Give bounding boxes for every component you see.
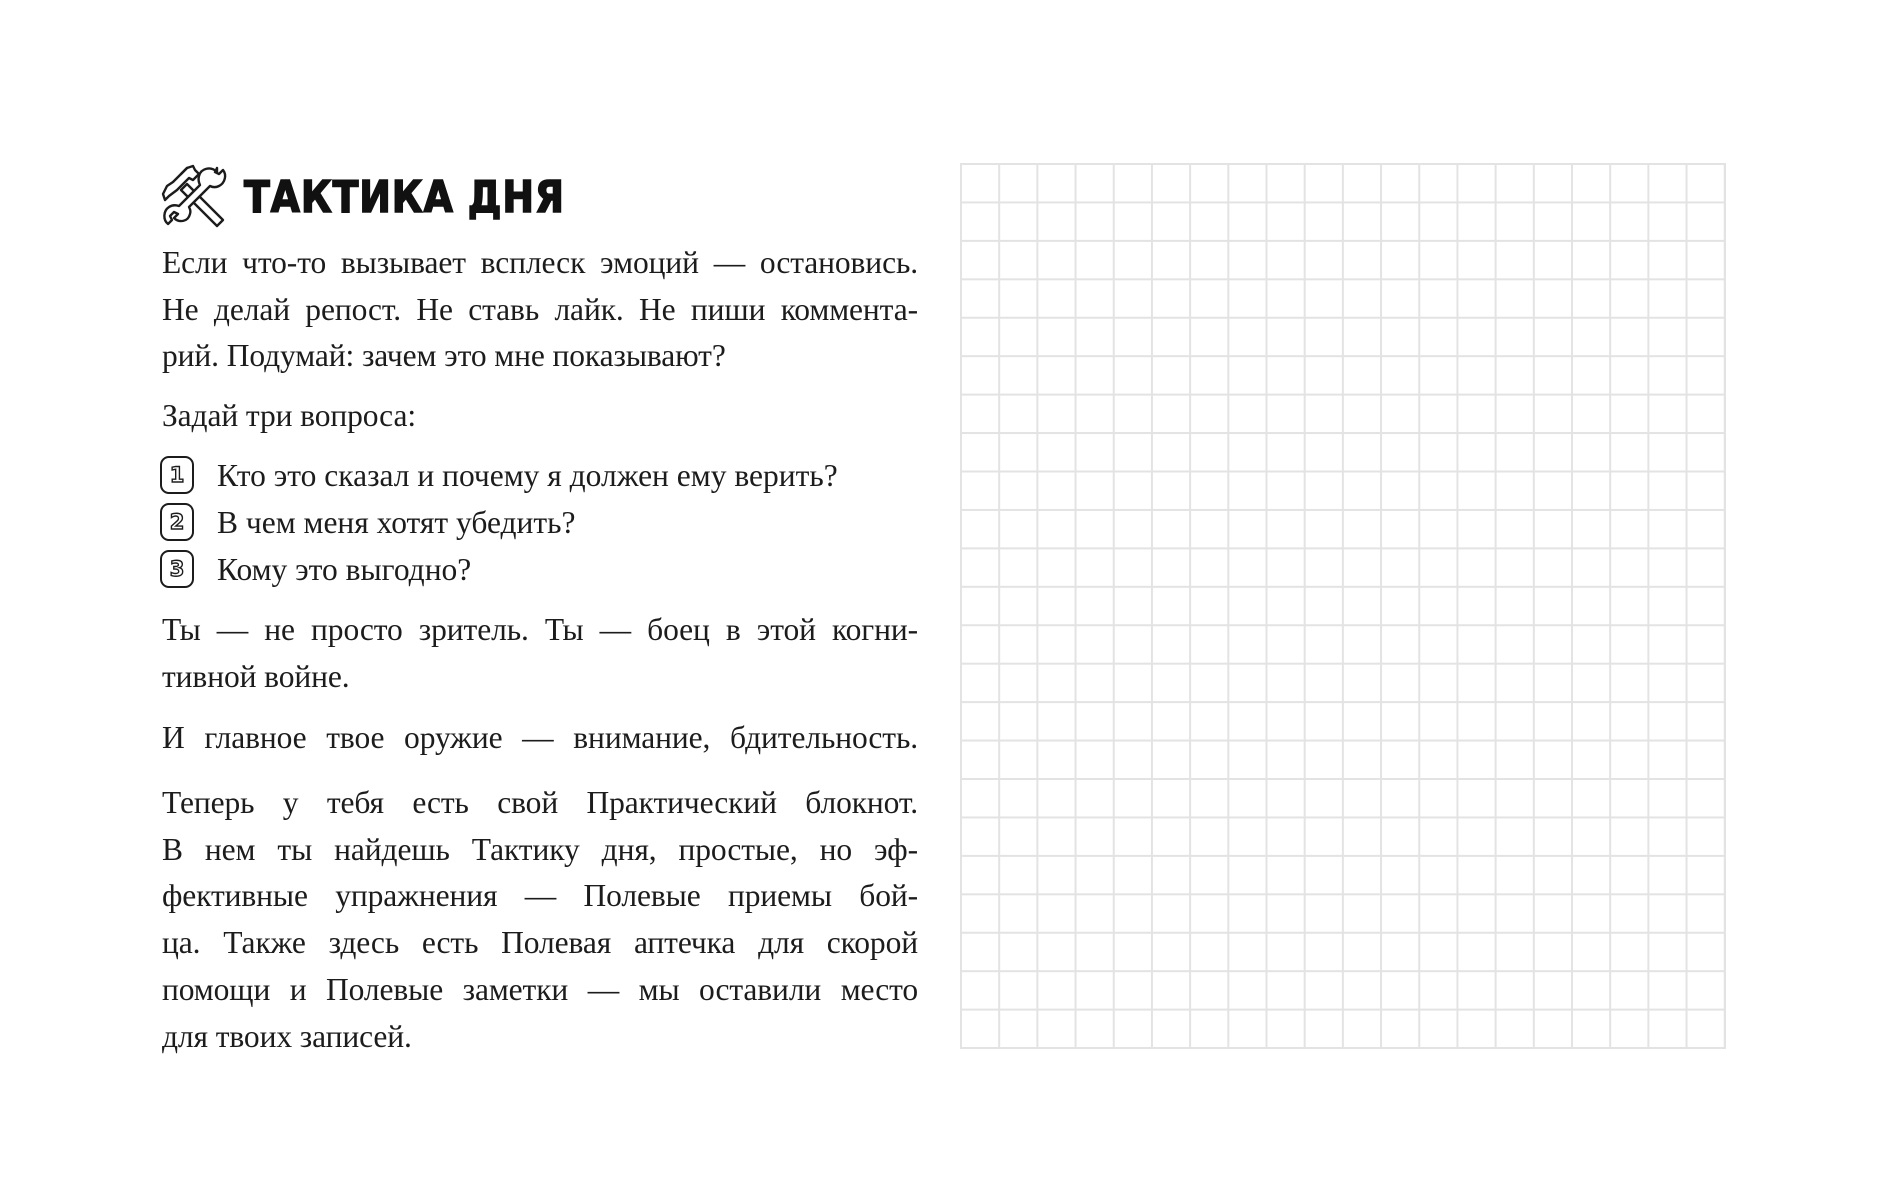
text-line: В нем ты найдешь Тактику дня, простые, но эф- (162, 831, 918, 867)
text-line: тивной войне. (162, 658, 350, 694)
text-column (162, 160, 920, 1054)
number-badge-3: 3 (160, 550, 194, 588)
paragraph-weapon (162, 715, 918, 762)
text-line: фективные упражнения — Полевые приемы бой- (162, 878, 918, 914)
question-item-3 (162, 552, 922, 603)
text-line: Ты — не просто зритель. Ты — боец в этой когни- (162, 612, 918, 647)
paragraph-fighter (162, 607, 918, 700)
section-heading (162, 160, 920, 230)
text-line: для твоих записей. (162, 1018, 412, 1054)
text-line: помощи и Полевые заметки — мы оставили место (162, 971, 918, 1007)
text-line: Не делай репост. Не ставь лайк. Не пиши коммента- (162, 291, 918, 327)
text-line: ца. Также здесь есть Полевая аптечка для скорой (162, 925, 918, 961)
text-line: Если что-то вызывает всплеск эмоций — остановись. (162, 245, 918, 280)
paragraph-questions-intro (162, 393, 918, 440)
heading-title: ТАКТИКА ДНЯ (244, 172, 565, 223)
number-badge-2: 2 (160, 503, 194, 541)
question-text: Кому это выгодно? (217, 552, 472, 587)
number-badge-1: 1 (160, 456, 194, 494)
paragraph-intro (162, 240, 918, 380)
text-line: И главное твое оружие — внимание, бдительность. (162, 720, 918, 755)
notes-grid (960, 163, 1726, 1049)
text-line: Задай три вопроса: (162, 398, 416, 433)
text-line: рий. Подумай: зачем это мне показывают? (162, 338, 726, 374)
paragraph-notebook (162, 780, 918, 1060)
question-text: Кто это сказал и почему я должен ему верить? (217, 458, 838, 493)
question-text: В чем меня хотят убедить? (217, 505, 576, 540)
text-line: Теперь у тебя есть свой Практический блокнот. (162, 785, 918, 820)
hammer-wrench-icon (159, 160, 229, 232)
